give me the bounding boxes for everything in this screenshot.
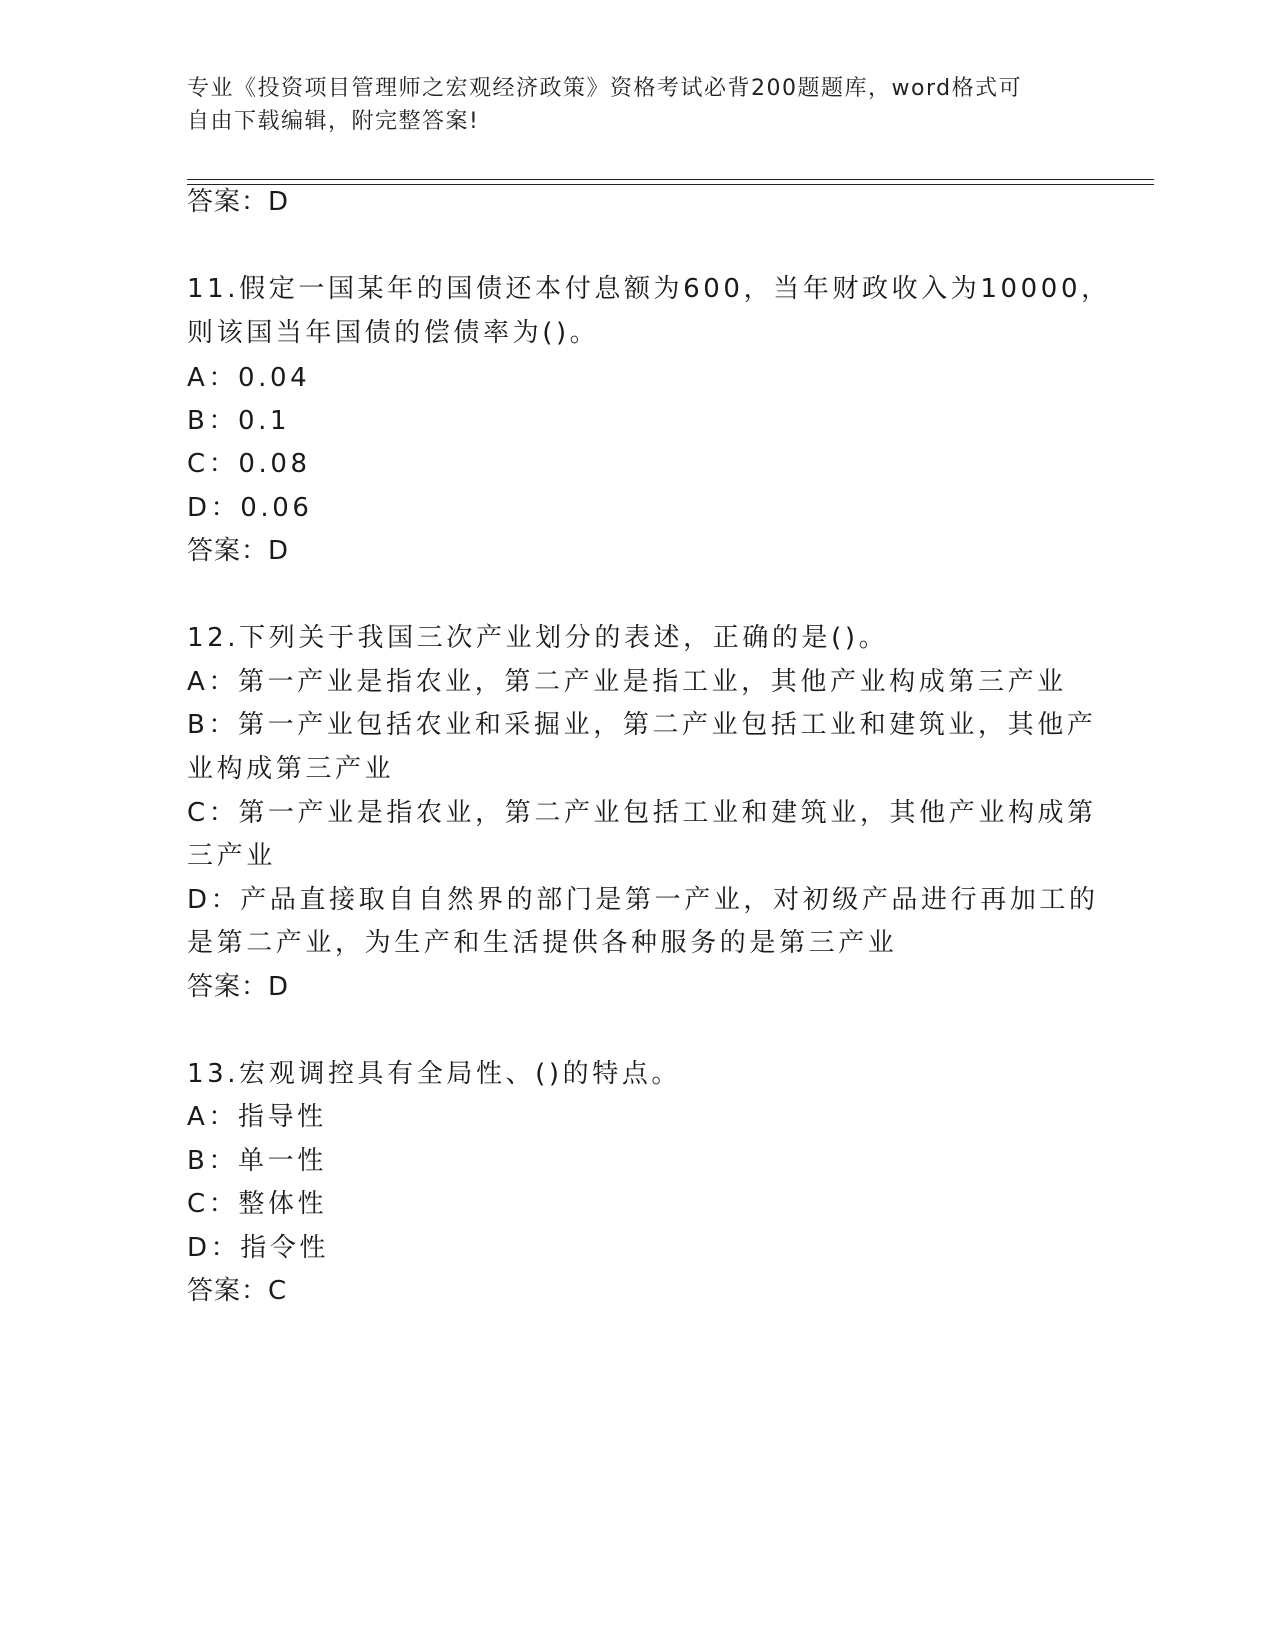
q12-option-a: A：第一产业是指农业，第二产业是指工业，其他产业构成第三产业 — [187, 667, 1067, 697]
q12-option-c-line-2: 三产业 — [187, 841, 276, 871]
q11-option-b: B：0.1 — [187, 406, 291, 436]
q13-option-d: D：指令性 — [187, 1233, 330, 1263]
header-divider-top — [187, 179, 1154, 180]
q13-option-c: C：整体性 — [187, 1189, 328, 1219]
q13-option-a: A：指导性 — [187, 1102, 327, 1132]
q12-option-c-line-1: C：第一产业是指农业，第二产业包括工业和建筑业，其他产业构成第 — [187, 798, 1097, 828]
q11-option-d: D：0.06 — [187, 493, 313, 523]
q13-option-b: B：单一性 — [187, 1146, 327, 1176]
q12-option-d-line-2: 是第二产业，为生产和生活提供各种服务的是第三产业 — [187, 928, 898, 958]
q11-stem-line-2: 则该国当年国债的偿债率为()。 — [187, 318, 600, 348]
q11-answer: 答案：D — [187, 536, 290, 566]
q11-stem-line-1: 11.假定一国某年的国债还本付息额为600，当年财政收入为10000， — [187, 274, 1111, 304]
q12-option-b-line-2: 业构成第三产业 — [187, 754, 395, 784]
q11-option-c: C：0.08 — [187, 449, 311, 479]
q13-answer: 答案：C — [187, 1276, 288, 1306]
document-header — [187, 72, 1067, 138]
header-line-1: 专业《投资项目管理师之宏观经济政策》资格考试必背200题题库，word格式可 — [187, 76, 1023, 101]
q11-option-a: A：0.04 — [187, 363, 311, 393]
q12-answer: 答案：D — [187, 972, 290, 1002]
q12-stem: 12.下列关于我国三次产业划分的表述，正确的是()。 — [187, 623, 889, 653]
q12-option-b-line-1: B：第一产业包括农业和采掘业，第二产业包括工业和建筑业，其他产 — [187, 710, 1097, 740]
q12-option-d-line-1: D：产品直接取自自然界的部门是第一产业，对初级产品进行再加工的 — [187, 885, 1099, 915]
previous-question-answer: 答案：D — [187, 187, 290, 217]
header-line-2: 自由下载编辑，附完整答案! — [187, 109, 480, 134]
q13-stem: 13.宏观调控具有全局性、()的特点。 — [187, 1059, 682, 1089]
